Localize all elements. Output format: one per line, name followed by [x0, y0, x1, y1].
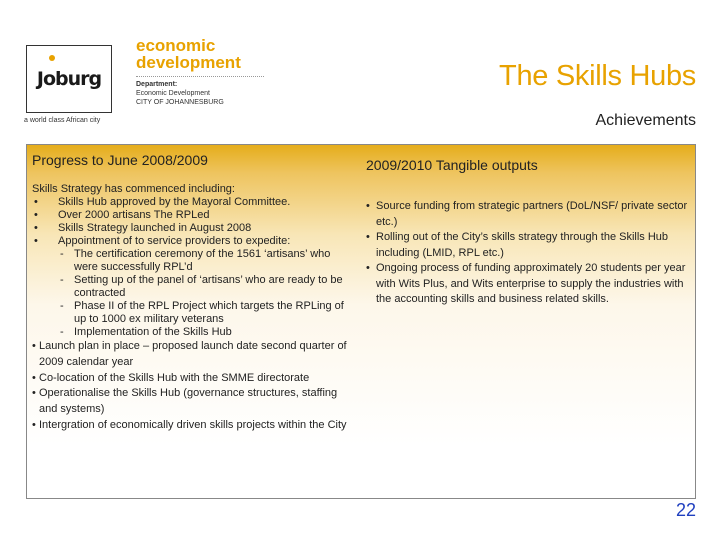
department-line2: Economic Development: [136, 90, 210, 97]
outputs-header: 2009/2010 Tangible outputs: [366, 157, 538, 173]
progress-sub-bullet: - The certification ceremony of the 1561 ‘artisans’ who were successfully RPL’d: [32, 248, 354, 274]
progress-bullet-secondary: • Operationalise the Skills Hub (governance structures, staffing and systems): [32, 386, 354, 418]
progress-bullet: • Skills Hub approved by the Mayoral Committee.: [32, 196, 354, 209]
progress-bullet: • Appointment of to service providers to expedite:: [32, 235, 354, 248]
progress-bullet: • Skills Strategy launched in August 2008: [32, 222, 354, 235]
progress-sub-bullet: - Setting up of the panel of ‘artisans’ who are ready to be contracted: [32, 274, 354, 300]
progress-sub-bullet: - Implementation of the Skills Hub: [32, 326, 354, 339]
department-name-line1: economic: [136, 36, 216, 55]
page-number: 22: [675, 500, 696, 520]
outputs-column: [366, 157, 692, 308]
department-details: [136, 80, 224, 107]
outputs-bullet: • Source funding from strategic partners (DoL/NSF/ private sector etc.): [366, 199, 692, 230]
department-name-line2: development: [136, 53, 241, 72]
logo-tagline: a world class African city: [24, 117, 101, 124]
progress-sub-bullet: - Phase II of the RPL Project which targets the RPLing of up to 1000 ex military veterans: [32, 300, 354, 326]
department-divider: [136, 76, 264, 77]
logo-dot-icon: [49, 55, 55, 61]
slide-title: The Skills Hubs: [499, 60, 696, 92]
department-line1: Department:: [136, 81, 178, 88]
department-name: [136, 37, 241, 71]
progress-bullet: • Over 2000 artisans The RPLed: [32, 209, 354, 222]
logo-wordmark: Joburg: [36, 68, 102, 90]
progress-intro: Skills Strategy has commenced including:: [32, 183, 235, 195]
joburg-logo: [26, 45, 112, 113]
progress-bullet-secondary: • Launch plan in place – proposed launch date second quarter of 2009 calendar year: [32, 339, 354, 371]
outputs-bullet: • Rolling out of the City’s skills strategy through the Skills Hub including (LMID, RPL etc.): [366, 230, 692, 261]
outputs-bullet: • Ongoing process of funding approximately 20 students per year with Wits Plus, and Wits enterprise to supply the industries with the accounting skills and business related skills.: [366, 261, 692, 308]
progress-bullet-secondary: • Co-location of the Skills Hub with the SMME directorate: [32, 371, 354, 387]
slide-subtitle: Achievements: [595, 112, 696, 129]
department-line3: CITY OF JOHANNESBURG: [136, 99, 224, 106]
progress-column: [32, 152, 354, 434]
progress-bullet-secondary: • Intergration of economically driven skills projects within the City: [32, 418, 354, 434]
progress-header: Progress to June 2008/2009: [32, 152, 208, 168]
